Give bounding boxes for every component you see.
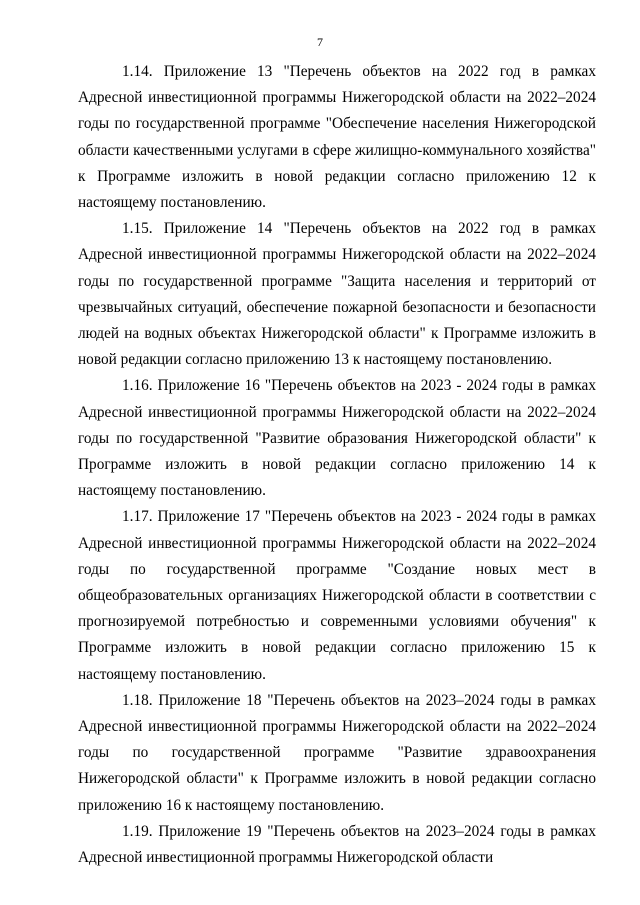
- page-number: 7: [317, 35, 323, 49]
- paragraph-1-14: 1.14. Приложение 13 "Перечень объектов на 2022 год в рамках Адресной инвестиционной программы Нижегородской области на 2022–2024 годы по государственной программе "Обеспечение населения Нижегородской области качественными услугами в сфере жилищно-коммунального хозяйства" к Программе изложить в новой редакции согласно приложению 12 к настоящему постановлению.: [78, 63, 596, 212]
- paragraph-1-19: 1.19. Приложение 19 "Перечень объектов на 2023–2024 годы в рамках Адресной инвестиционной программы Нижегородской области: [78, 822, 596, 867]
- paragraph-1-15: 1.15. Приложение 14 "Перечень объектов на 2022 год в рамках Адресной инвестиционной программы Нижегородской области на 2022–2024 годы по государственной программе "Защита населения и территорий от чрезвычайных ситуаций, обеспечение пожарной безопасности и безопасности людей на водных объектах Нижегородской области" к Программе изложить в новой редакции согласно приложению 13 к настоящему постановлению.: [78, 220, 596, 369]
- paragraph-1-17: 1.17. Приложение 17 "Перечень объектов на 2023 - 2024 годы в рамках Адресной инвестиционной программы Нижегородской области на 2022–2024 годы по государственной программе "Создание новых мест в общеобразовательных организациях Нижегородской области в соответствии с прогнозируемой потребностью и современными условиями обучения" к Программе изложить в новой редакции согласно приложению 15 к настоящему постановлению.: [78, 508, 596, 683]
- paragraph-1-16: 1.16. Приложение 16 "Перечень объектов на 2023 - 2024 годы в рамках Адресной инвестиционной программы Нижегородской области на 2022–2024 годы по государственной "Развитие образования Нижегородской области" к Программе изложить в новой редакции согласно приложению 14 к настоящему постановлению.: [78, 377, 596, 500]
- document-body: [78, 59, 596, 871]
- paragraph-1-18: 1.18. Приложение 18 "Перечень объектов на 2023–2024 годы в рамках Адресной инвестиционной программы Нижегородской области на 2022–2024 годы по государственной программе "Развитие здравоохранения Нижегородской области" к Программе изложить в новой редакции согласно приложению 16 к настоящему постановлению.: [78, 691, 596, 814]
